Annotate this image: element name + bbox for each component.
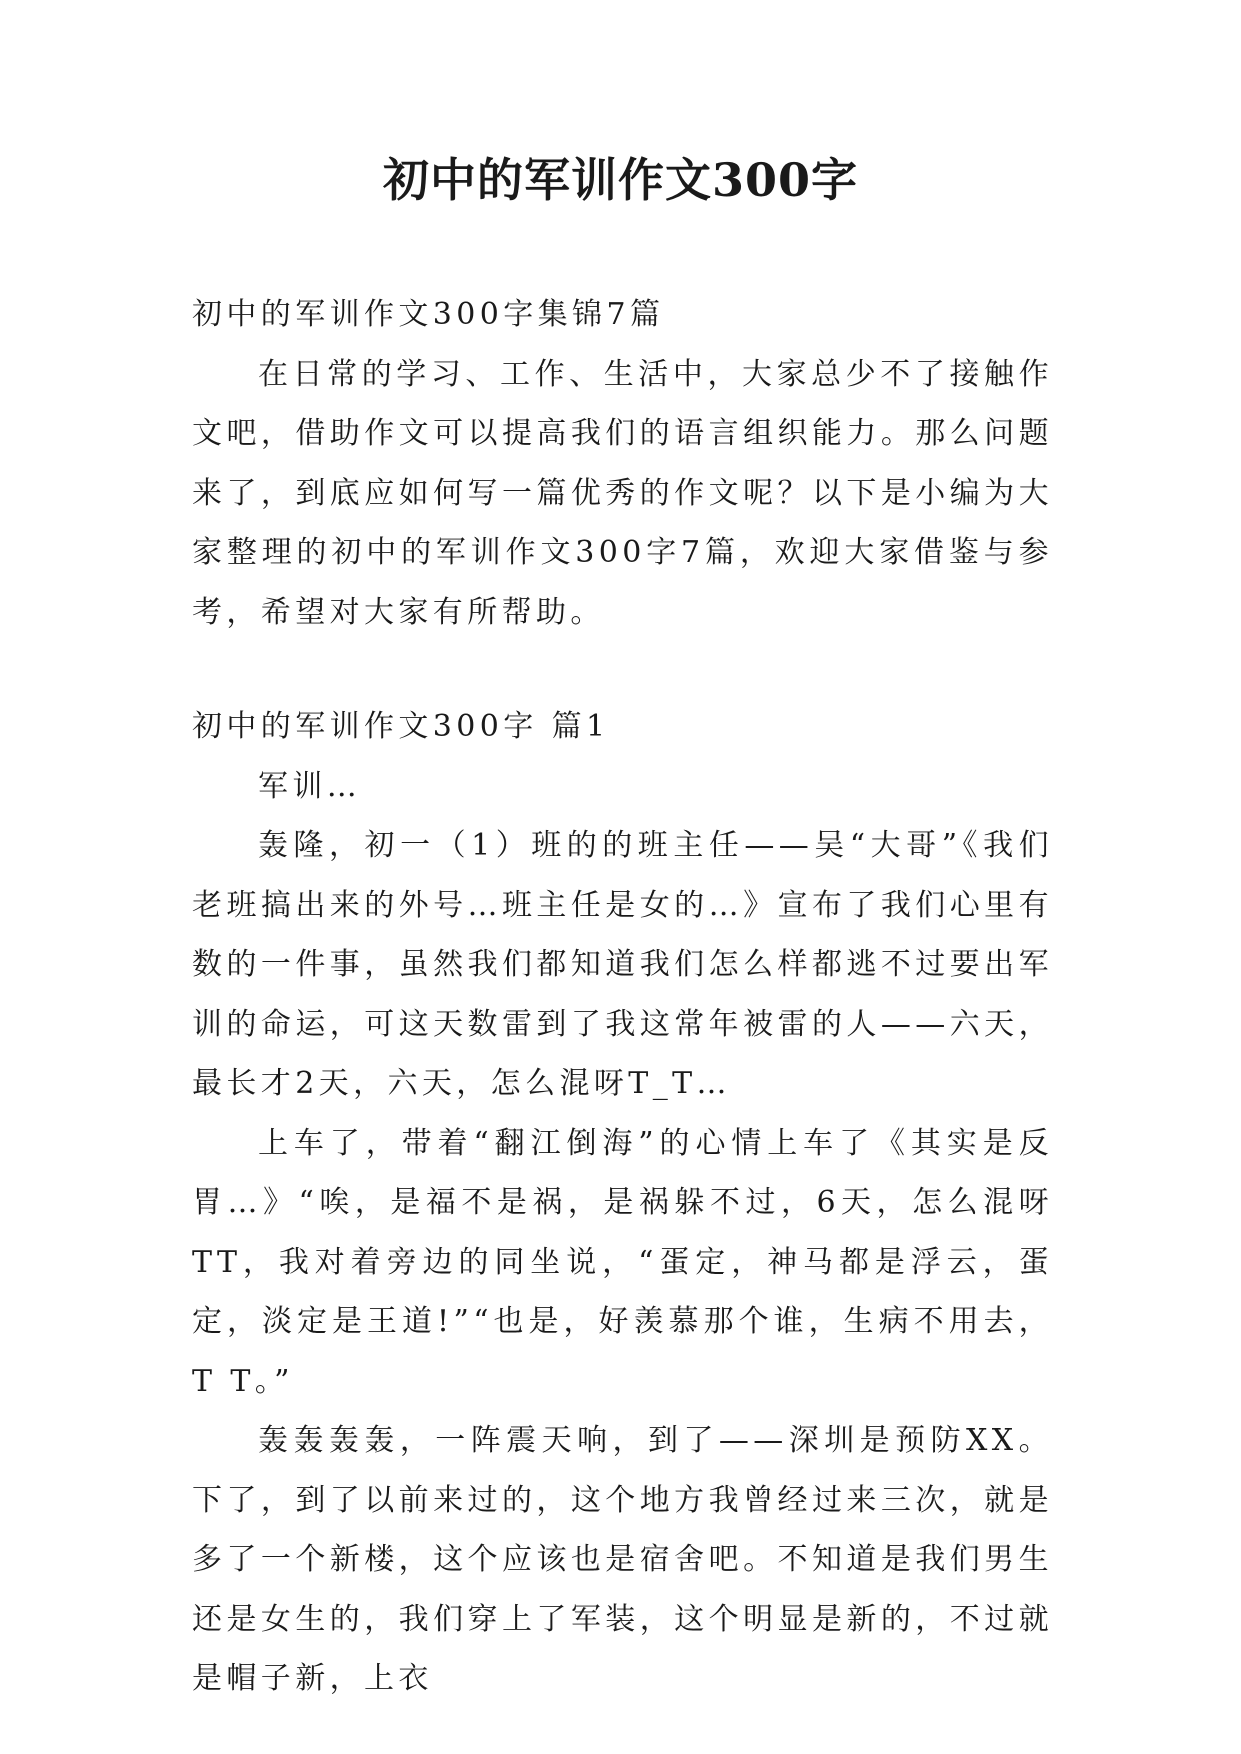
intro-paragraph: 在日常的学习、工作、生活中，大家总少不了接触作文吧，借助作文可以提高我们的语言组织能力。那么问题来了，到底应如何写一篇优秀的作文呢？以下是小编为大家整理的初中的军训作文300字7篇，欢迎大家借鉴与参考，希望对大家有所帮助。 [192, 356, 1053, 630]
essay-paragraph: 军训… [258, 768, 362, 804]
essay-paragraph: 轰隆，初一（1）班的的班主任——吴“大哥”《我们老班搞出来的外号…班主任是女的…》宣布了我们心里有数的一件事，虽然我们都知道我们怎么样都逃不过要出军训的命运，可这天数雷到了我这常年被雷的人——六天，最长才2天，六天，怎么混呀T_T… [192, 828, 1053, 1101]
document-subtitle: 初中的军训作文300字集锦7篇 [192, 297, 665, 332]
essay-paragraph: 上车了，带着“翻江倒海”的心情上车了《其实是反胃…》“唉，是福不是祸，是祸躲不过，6天，怎么混呀TT，我对着旁边的同坐说，“蛋定，神马都是浮云，蛋定，淡定是王道!”“也是，好羡慕那个谁，生病不用去，T T。” [192, 1125, 1053, 1399]
section-heading: 初中的军训作文300字 篇1 [192, 709, 610, 744]
document-body [192, 285, 1053, 1709]
essay-paragraph: 轰轰轰轰，一阵震天响，到了——深圳是预防XX。下了，到了以前来过的，这个地方我曾经过来三次，就是多了一个新楼，这个应该也是宿舍吧。不知道是我们男生还是女生的，我们穿上了军装，这个明显是新的，不过就是帽子新，上衣 [192, 1423, 1053, 1696]
document-title: 初中的军训作文300字 [382, 153, 859, 207]
